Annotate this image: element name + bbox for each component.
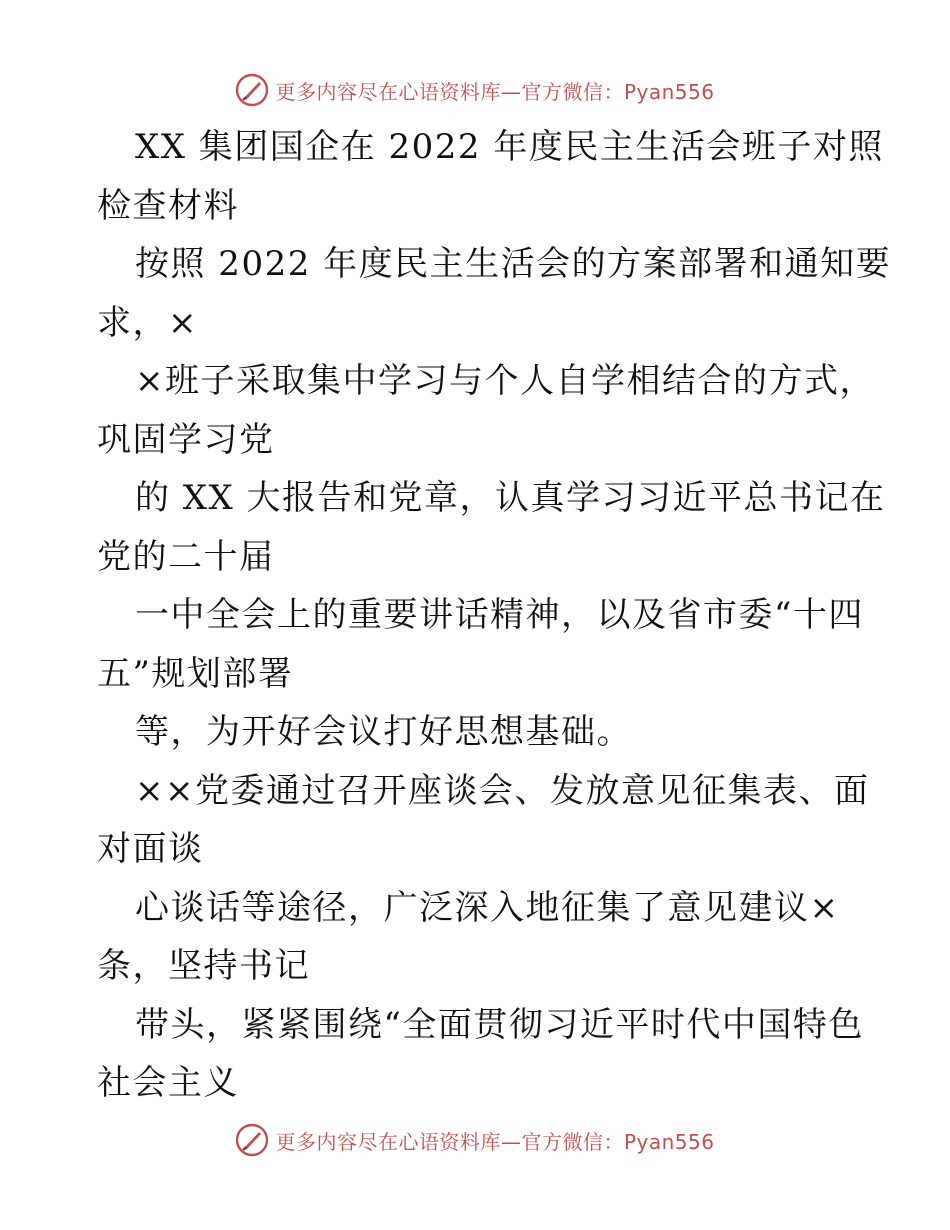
text-line: 带头，紧紧围绕“全面贯彻习近平时代中国特色 (135, 1004, 864, 1045)
header-banner (0, 70, 950, 110)
text-line: 巩固学习党 (97, 419, 275, 460)
text-line: 社会主义 (97, 1063, 239, 1103)
text-line: 等，为开好会议打好思想基础。 (135, 712, 632, 752)
text-line: 对面谈 (97, 829, 204, 869)
footer-banner-text[interactable]: 更多内容尽在心语资料库—官方微信：Pyan556 (275, 1129, 715, 1154)
text-line: 一中全会上的重要讲话精神，以及省市委“十四 (135, 595, 864, 635)
text-line: 按照 2022 年度民主生活会的方案部署和通知要 (135, 244, 892, 284)
text-line: 五”规划部署 (97, 653, 294, 694)
header-banner-text[interactable]: 更多内容尽在心语资料库—官方微信：Pyan556 (275, 79, 715, 104)
text-line: 的 XX 大报告和党章，认真学习习近平总书记在 (135, 478, 886, 518)
text-line: XX 集团国企在 2022 年度民主生活会班子对照 (135, 127, 884, 167)
text-line: 条，坚持书记 (97, 946, 310, 986)
text-line: 党的二十届 (97, 536, 275, 577)
quill-logo-icon (235, 1123, 269, 1157)
text-line: 求，× (97, 302, 198, 343)
footer-banner (0, 1120, 950, 1160)
text-line: ×班子采取集中学习与个人自学相结合的方式， (135, 361, 875, 401)
quill-logo-icon (235, 73, 269, 107)
text-line: 心谈话等途径，广泛深入地征集了意见建议× (135, 887, 840, 928)
document-body (97, 118, 892, 1113)
text-line: 检查材料 (97, 185, 239, 226)
text-line: ××党委通过召开座谈会、发放意见征集表、面 (135, 770, 870, 811)
